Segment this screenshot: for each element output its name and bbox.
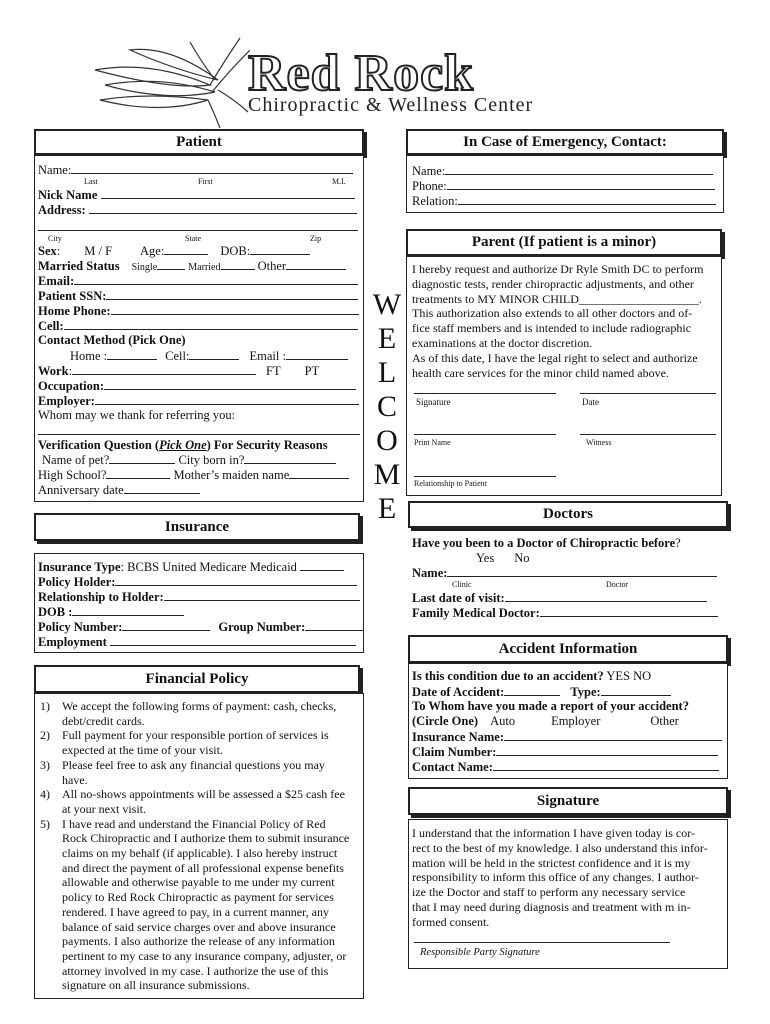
cell-field[interactable]: [64, 318, 358, 330]
employment-field[interactable]: [110, 634, 356, 646]
logo-title: Red Rock: [248, 45, 475, 102]
age-field[interactable]: [164, 243, 208, 255]
contact-email-field[interactable]: [286, 348, 348, 360]
home-phone-field[interactable]: [111, 303, 359, 315]
email-row: Email:: [38, 273, 358, 289]
welcome-letter: E: [377, 492, 397, 525]
report-options: (Circle One) Auto Employer Other: [412, 714, 679, 728]
policy-number-field[interactable]: [122, 619, 210, 631]
emergency-name-field[interactable]: [445, 163, 713, 175]
parent-relationship-label: Relationship to Patient: [414, 479, 487, 488]
email-field[interactable]: [74, 273, 358, 285]
accident-date-field[interactable]: [504, 684, 560, 696]
welcome-letter: W: [372, 288, 402, 321]
doctors-name-row: Name:: [412, 565, 717, 581]
maiden-field[interactable]: [289, 467, 349, 479]
welcome-letter: L: [377, 356, 397, 389]
address-sub-city: City: [48, 234, 62, 243]
patient-name-field[interactable]: [71, 162, 353, 174]
married-other[interactable]: Other: [257, 259, 287, 273]
financial-header: Financial Policy: [34, 665, 360, 693]
occupation-field[interactable]: [104, 378, 356, 390]
financial-item: 3) Please feel free to ask any financial questions you may have.: [40, 757, 325, 787]
emergency-relation-field[interactable]: [458, 193, 716, 205]
accident-question-row: Is this condition due to an accident? YES NO: [412, 669, 652, 683]
parent-header: Parent (If patient is a minor): [406, 229, 722, 256]
single-field[interactable]: [157, 258, 185, 270]
referral-field[interactable]: [38, 434, 360, 435]
address-line-2[interactable]: [38, 230, 358, 231]
report-question: To Whom have you made a report of your accident?: [412, 699, 689, 713]
anniversary-field[interactable]: [124, 482, 200, 494]
referral-label: Whom may we thank for referring you:: [38, 408, 236, 422]
claim-number-field[interactable]: [496, 744, 718, 756]
city-born-field[interactable]: [244, 452, 336, 464]
financial-item: 5) I have read and understand the Financial Policy of Red Rock Chiropractic and I authorize them to submit insurance claims on my behalf (if applicable). I also hereby instruct and direct the payment of all professional expense benefits allowable and otherwise payable to me under my current policy to Red Rock Chiropractic as payment for services rendered. I have agreed to pay, in a current manner, any balance of said service charges over and above insurance payments. I also authorize the release of any information pertinent to my case to any insurance company, adjuster, or attorney involved in my case. I authorize the use of this signature on all insurance submissions.: [40, 816, 350, 993]
dob-field[interactable]: [250, 243, 310, 255]
emergency-name-row: Name:: [412, 163, 713, 179]
high-school-row: High School? Mother’s maiden name: [38, 467, 349, 483]
work-row: Work: FT PT: [38, 364, 320, 378]
parent-text: I hereby request and authorize Dr Ryle Smith DC to perform diagnostic tests, render chiropractic adjustments, and other treatments to MY MINOR CHILD____________________. This authorization also extends to all other doctors and of- fice staff members and is intended to include radiographic examinations at the doctor discretion. As of this date, I have the legal right to select and authorize health care services for the minor child named above.: [412, 262, 704, 380]
name-sub-mi: M.I.: [332, 177, 346, 186]
insurance-name-row: Insurance Name:: [412, 729, 722, 745]
parent-date-label: Date: [582, 397, 599, 407]
parent-signature-field[interactable]: [414, 393, 556, 394]
contact-cell[interactable]: Cell:: [165, 349, 190, 363]
doctors-sub-clinic: Clinic: [452, 580, 472, 589]
address-field[interactable]: [89, 202, 357, 214]
employer-row: Employer:: [38, 393, 359, 409]
family-doctor-field[interactable]: [540, 605, 718, 617]
policy-group-row: Policy Number: Group Number:: [38, 619, 363, 635]
signature-text: I understand that the information I have given today is cor- rect to the best of my knowledge. I also understand this infor- mation will be held in the strictest confidence and it is my responsibility to inform this office of any changes. I author- ize the Doctor and staff to perform any necessary service that I may need during diagnosis and treatment with m in- formed consent.: [412, 826, 708, 929]
group-number-field[interactable]: [305, 619, 363, 631]
claim-number-row: Claim Number:: [412, 744, 718, 760]
insurance-type-field[interactable]: [300, 559, 344, 571]
family-doctor-row: Family Medical Doctor:: [412, 605, 718, 621]
married-row: Married Status Single Married Other: [38, 258, 346, 275]
contact-home-field[interactable]: [107, 348, 157, 360]
relationship-holder-row: Relationship to Holder:: [38, 589, 360, 605]
parent-print-name-label: Print Name: [414, 438, 451, 447]
accident-yes-no[interactable]: YES NO: [606, 669, 652, 683]
doctors-question: Have you been to a Doctor of Chiropractic before?: [412, 536, 681, 550]
married-married[interactable]: Married: [188, 262, 221, 273]
name-sub-first: First: [198, 177, 213, 186]
married-single[interactable]: Single: [131, 262, 158, 273]
emergency-phone-field[interactable]: [447, 178, 715, 190]
doctors-yes-no: [476, 551, 529, 566]
logo-subtitle: Chiropractic & Wellness Center: [248, 94, 534, 116]
insurance-type-row: Insurance Type: BCBS United Medicare Medicaid: [38, 559, 344, 575]
contact-name-field[interactable]: [493, 759, 719, 771]
financial-item: 2) Full payment for your responsible portion of services is expected at the time of your visit.: [40, 728, 329, 758]
other-field[interactable]: [286, 258, 346, 270]
parent-signature-label: Signature: [416, 397, 451, 407]
home-phone-row: Home Phone:: [38, 303, 359, 319]
contact-email[interactable]: Email :: [249, 349, 286, 363]
married-field[interactable]: [221, 258, 255, 270]
doctors-header: Doctors: [408, 501, 728, 528]
doctors-name-field[interactable]: [447, 565, 717, 577]
ssn-field[interactable]: [106, 288, 358, 300]
name-sub-last: Last: [84, 177, 98, 186]
financial-item: 1) We accept the following forms of payment: cash, checks, debt/credit cards.: [40, 699, 337, 728]
cell-row: Cell:: [38, 318, 358, 334]
occupation-row: Occupation:: [38, 378, 356, 394]
responsible-party-signature-field[interactable]: [414, 942, 670, 943]
emergency-phone-row: Phone:: [412, 178, 715, 194]
emergency-header: In Case of Emergency, Contact:: [406, 129, 724, 155]
high-school-field[interactable]: [106, 467, 170, 479]
report-other[interactable]: Other: [650, 714, 679, 728]
parent-relationship-field[interactable]: [414, 476, 556, 477]
accident-insurance-name-field[interactable]: [504, 729, 722, 741]
accident-date-type-row: Date of Accident: Type:: [412, 684, 671, 700]
welcome-letter: O: [376, 424, 398, 457]
accident-header: Accident Information: [408, 635, 728, 663]
contact-name-row: Contact Name:: [412, 759, 719, 775]
report-auto[interactable]: Auto: [490, 714, 516, 728]
policy-holder-row: Policy Holder:: [38, 574, 357, 590]
financial-item: 4) All no-shows appointments will be assessed a $25 cash fee at your next visit.: [40, 787, 345, 816]
emergency-relation-row: Relation:: [412, 193, 716, 209]
signature-header: Signature: [408, 787, 728, 815]
doctors-no[interactable]: No: [514, 551, 530, 565]
verification-label: Verification Question (Pick One) For Security Reasons: [38, 438, 328, 452]
welcome-letter: E: [377, 322, 397, 355]
welcome-letter: C: [376, 390, 397, 423]
sex-age-dob-row: Sex: M / F Age: DOB:: [38, 243, 310, 259]
parent-print-name-field[interactable]: [414, 434, 556, 435]
pet-row: Name of pet? City born in?: [42, 452, 336, 468]
anniversary-row: Anniversary date: [38, 482, 200, 498]
doctors-yes[interactable]: Yes: [476, 551, 495, 565]
nickname-field[interactable]: [101, 187, 355, 199]
pet-field[interactable]: [109, 452, 175, 464]
parent-date-field[interactable]: [580, 393, 716, 394]
insurance-dob-row: DOB :: [38, 604, 184, 620]
last-visit-field[interactable]: [505, 590, 707, 602]
employment-row: Employment: [38, 634, 356, 650]
contact-home[interactable]: Home :: [70, 349, 108, 363]
financial-list: [40, 699, 362, 993]
report-employer[interactable]: Employer: [551, 714, 601, 728]
work-pt[interactable]: PT: [304, 364, 320, 378]
address-sub-state: State: [185, 234, 201, 243]
sex-options[interactable]: M / F: [84, 244, 113, 258]
patient-name-row: Name:: [38, 162, 353, 178]
welcome-letters: [372, 288, 402, 526]
insurance-dob-field[interactable]: [72, 604, 184, 616]
responsible-party-label: Responsible Party Signature: [420, 947, 540, 958]
accident-type-field[interactable]: [601, 684, 671, 696]
welcome-letter: M: [373, 458, 401, 491]
contact-cell-field[interactable]: [189, 348, 239, 360]
insurance-type-options[interactable]: BCBS United Medicare Medicaid: [127, 560, 297, 574]
work-ft[interactable]: FT: [266, 364, 281, 378]
ssn-row: Patient SSN:: [38, 288, 358, 304]
relationship-holder-field[interactable]: [164, 589, 360, 601]
nickname-row: Nick Name: [38, 187, 355, 203]
parent-witness-field[interactable]: [580, 434, 716, 435]
parent-witness-label: Witness: [586, 438, 612, 447]
address-row: Address:: [38, 202, 357, 218]
employer-field[interactable]: [95, 393, 359, 405]
patient-header: Patient: [34, 129, 364, 155]
address-sub-zip: Zip: [310, 234, 322, 243]
policy-holder-field[interactable]: [115, 574, 357, 586]
contact-method-label: Contact Method (Pick One): [38, 333, 186, 347]
work-field[interactable]: [72, 363, 256, 375]
contact-method-options: [70, 348, 348, 364]
doctors-sub-doctor: Doctor: [606, 580, 629, 589]
logo-leaves-icon: [90, 30, 250, 130]
last-visit-row: Last date of visit:: [412, 590, 707, 606]
insurance-header: Insurance: [34, 513, 360, 541]
